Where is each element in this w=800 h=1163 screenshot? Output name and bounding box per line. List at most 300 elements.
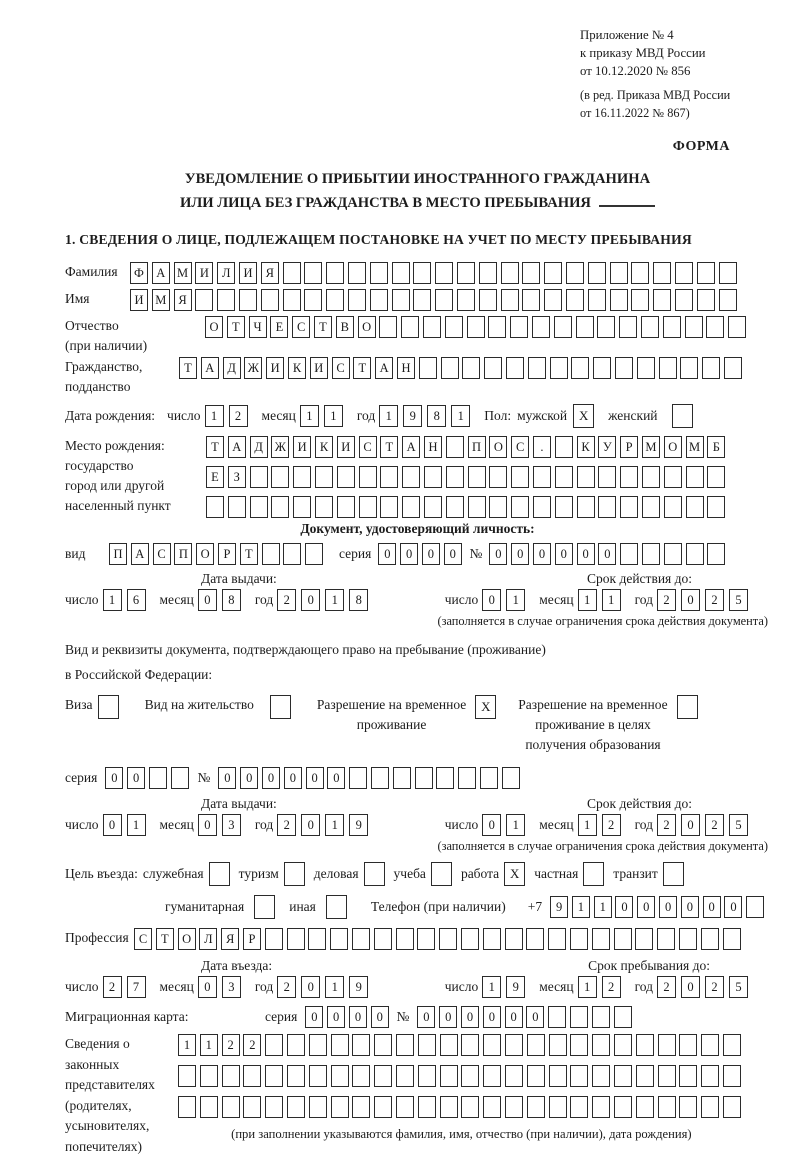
- char-cell[interactable]: [418, 1065, 436, 1087]
- char-cell[interactable]: О: [664, 436, 682, 458]
- char-cell[interactable]: [635, 928, 653, 950]
- char-cell[interactable]: [526, 928, 544, 950]
- char-cell[interactable]: [330, 928, 348, 950]
- char-cell[interactable]: [462, 357, 480, 379]
- char-cell[interactable]: [554, 316, 572, 338]
- char-cell[interactable]: 9: [349, 976, 368, 998]
- char-cell[interactable]: [570, 1034, 588, 1056]
- char-cell[interactable]: [614, 1065, 632, 1087]
- char-cell[interactable]: В: [336, 316, 354, 338]
- char-cell[interactable]: 2: [657, 814, 676, 836]
- char-cell[interactable]: Т: [206, 436, 224, 458]
- char-cell[interactable]: Ж: [271, 436, 289, 458]
- char-cell[interactable]: Н: [424, 436, 442, 458]
- char-cell[interactable]: 1: [379, 405, 398, 427]
- char-cell[interactable]: [663, 316, 681, 338]
- char-cell[interactable]: [592, 1065, 610, 1087]
- char-cell[interactable]: [686, 543, 704, 565]
- char-cell[interactable]: 0: [327, 1006, 345, 1028]
- char-cell[interactable]: [413, 262, 431, 284]
- char-cell[interactable]: 0: [681, 589, 700, 611]
- char-cell[interactable]: [577, 466, 595, 488]
- char-cell[interactable]: [374, 1096, 392, 1118]
- char-cell[interactable]: [501, 289, 519, 311]
- char-cell[interactable]: 2: [277, 976, 296, 998]
- char-cell[interactable]: [195, 289, 213, 311]
- char-cell[interactable]: [566, 262, 584, 284]
- char-cell[interactable]: [610, 262, 628, 284]
- char-cell[interactable]: [719, 289, 737, 311]
- char-cell[interactable]: И: [310, 357, 328, 379]
- char-cell[interactable]: [527, 1034, 545, 1056]
- char-cell[interactable]: [352, 928, 370, 950]
- char-cell[interactable]: [392, 289, 410, 311]
- char-cell[interactable]: [423, 316, 441, 338]
- char-cell[interactable]: О: [196, 543, 214, 565]
- purpose-work-checkbox[interactable]: X: [504, 862, 525, 886]
- char-cell[interactable]: [457, 262, 475, 284]
- char-cell[interactable]: 0: [103, 814, 122, 836]
- char-cell[interactable]: [642, 466, 660, 488]
- char-cell[interactable]: [440, 1096, 458, 1118]
- male-checkbox[interactable]: X: [573, 404, 594, 428]
- char-cell[interactable]: [265, 1065, 283, 1087]
- char-cell[interactable]: [396, 1096, 414, 1118]
- char-cell[interactable]: 0: [284, 767, 302, 789]
- char-cell[interactable]: 0: [526, 1006, 544, 1028]
- char-cell[interactable]: [511, 466, 529, 488]
- char-cell[interactable]: [424, 496, 442, 518]
- char-cell[interactable]: [549, 1096, 567, 1118]
- char-cell[interactable]: 1: [178, 1034, 196, 1056]
- char-cell[interactable]: 1: [325, 814, 344, 836]
- char-cell[interactable]: [592, 1034, 610, 1056]
- char-cell[interactable]: 6: [127, 589, 146, 611]
- char-cell[interactable]: 0: [240, 767, 258, 789]
- char-cell[interactable]: [511, 496, 529, 518]
- char-cell[interactable]: [337, 496, 355, 518]
- char-cell[interactable]: [435, 289, 453, 311]
- char-cell[interactable]: [352, 1096, 370, 1118]
- char-cell[interactable]: [439, 928, 457, 950]
- char-cell[interactable]: [707, 466, 725, 488]
- char-cell[interactable]: 0: [327, 767, 345, 789]
- char-cell[interactable]: И: [195, 262, 213, 284]
- char-cell[interactable]: 0: [305, 1006, 323, 1028]
- char-cell[interactable]: [435, 262, 453, 284]
- char-cell[interactable]: [467, 316, 485, 338]
- char-cell[interactable]: [555, 496, 573, 518]
- char-cell[interactable]: М: [642, 436, 660, 458]
- char-cell[interactable]: [679, 1034, 697, 1056]
- char-cell[interactable]: [723, 1096, 741, 1118]
- char-cell[interactable]: [701, 928, 719, 950]
- char-cell[interactable]: [468, 496, 486, 518]
- char-cell[interactable]: [374, 928, 392, 950]
- char-cell[interactable]: Я: [174, 289, 192, 311]
- char-cell[interactable]: [331, 1096, 349, 1118]
- char-cell[interactable]: [548, 1006, 566, 1028]
- char-cell[interactable]: К: [288, 357, 306, 379]
- char-cell[interactable]: [664, 543, 682, 565]
- char-cell[interactable]: [418, 1096, 436, 1118]
- char-cell[interactable]: [243, 1096, 261, 1118]
- char-cell[interactable]: [653, 262, 671, 284]
- char-cell[interactable]: П: [468, 436, 486, 458]
- char-cell[interactable]: 0: [533, 543, 551, 565]
- char-cell[interactable]: [206, 496, 224, 518]
- char-cell[interactable]: Т: [380, 436, 398, 458]
- char-cell[interactable]: [283, 262, 301, 284]
- char-cell[interactable]: 0: [301, 976, 320, 998]
- char-cell[interactable]: 1: [602, 589, 621, 611]
- char-cell[interactable]: 0: [422, 543, 440, 565]
- char-cell[interactable]: [728, 316, 746, 338]
- char-cell[interactable]: [441, 357, 459, 379]
- char-cell[interactable]: 1: [325, 976, 344, 998]
- char-cell[interactable]: Л: [199, 928, 217, 950]
- char-cell[interactable]: 2: [103, 976, 122, 998]
- char-cell[interactable]: [506, 357, 524, 379]
- char-cell[interactable]: [402, 466, 420, 488]
- char-cell[interactable]: [701, 1096, 719, 1118]
- char-cell[interactable]: [468, 466, 486, 488]
- char-cell[interactable]: [261, 289, 279, 311]
- char-cell[interactable]: З: [228, 466, 246, 488]
- char-cell[interactable]: А: [201, 357, 219, 379]
- char-cell[interactable]: П: [109, 543, 127, 565]
- char-cell[interactable]: [570, 1006, 588, 1028]
- char-cell[interactable]: 3: [222, 976, 241, 998]
- char-cell[interactable]: [533, 466, 551, 488]
- char-cell[interactable]: [308, 928, 326, 950]
- char-cell[interactable]: [555, 466, 573, 488]
- char-cell[interactable]: [392, 262, 410, 284]
- char-cell[interactable]: 0: [637, 896, 655, 918]
- char-cell[interactable]: [200, 1065, 218, 1087]
- edu-permit-checkbox[interactable]: [677, 695, 698, 719]
- char-cell[interactable]: 0: [482, 814, 501, 836]
- char-cell[interactable]: [413, 289, 431, 311]
- char-cell[interactable]: И: [266, 357, 284, 379]
- char-cell[interactable]: Ж: [244, 357, 262, 379]
- purpose-humanitarian-checkbox[interactable]: [254, 895, 275, 919]
- char-cell[interactable]: [250, 496, 268, 518]
- char-cell[interactable]: [461, 928, 479, 950]
- char-cell[interactable]: 0: [482, 589, 501, 611]
- char-cell[interactable]: [401, 316, 419, 338]
- char-cell[interactable]: [505, 1065, 523, 1087]
- char-cell[interactable]: [636, 1096, 654, 1118]
- char-cell[interactable]: [265, 928, 283, 950]
- char-cell[interactable]: Т: [353, 357, 371, 379]
- char-cell[interactable]: [588, 262, 606, 284]
- char-cell[interactable]: [304, 289, 322, 311]
- char-cell[interactable]: [239, 289, 257, 311]
- char-cell[interactable]: М: [174, 262, 192, 284]
- char-cell[interactable]: [510, 316, 528, 338]
- char-cell[interactable]: [243, 1065, 261, 1087]
- char-cell[interactable]: Р: [218, 543, 236, 565]
- char-cell[interactable]: А: [402, 436, 420, 458]
- char-cell[interactable]: [393, 767, 411, 789]
- char-cell[interactable]: [592, 1096, 610, 1118]
- char-cell[interactable]: [597, 316, 615, 338]
- char-cell[interactable]: [352, 1065, 370, 1087]
- char-cell[interactable]: Т: [314, 316, 332, 338]
- char-cell[interactable]: А: [152, 262, 170, 284]
- char-cell[interactable]: 0: [378, 543, 396, 565]
- char-cell[interactable]: 0: [483, 1006, 501, 1028]
- char-cell[interactable]: [653, 289, 671, 311]
- char-cell[interactable]: О: [178, 928, 196, 950]
- purpose-official-checkbox[interactable]: [209, 862, 230, 886]
- char-cell[interactable]: И: [337, 436, 355, 458]
- char-cell[interactable]: [549, 1034, 567, 1056]
- char-cell[interactable]: Н: [397, 357, 415, 379]
- char-cell[interactable]: [598, 466, 616, 488]
- char-cell[interactable]: [304, 262, 322, 284]
- char-cell[interactable]: [522, 289, 540, 311]
- char-cell[interactable]: [522, 262, 540, 284]
- char-cell[interactable]: 2: [229, 405, 248, 427]
- char-cell[interactable]: С: [134, 928, 152, 950]
- char-cell[interactable]: [483, 1034, 501, 1056]
- char-cell[interactable]: [293, 466, 311, 488]
- female-checkbox[interactable]: [672, 404, 693, 428]
- char-cell[interactable]: [483, 1065, 501, 1087]
- char-cell[interactable]: [636, 1065, 654, 1087]
- char-cell[interactable]: [686, 496, 704, 518]
- char-cell[interactable]: 1: [103, 589, 122, 611]
- char-cell[interactable]: [746, 896, 764, 918]
- char-cell[interactable]: [620, 543, 638, 565]
- char-cell[interactable]: [658, 1065, 676, 1087]
- char-cell[interactable]: [331, 1034, 349, 1056]
- char-cell[interactable]: [418, 1034, 436, 1056]
- char-cell[interactable]: [396, 1065, 414, 1087]
- char-cell[interactable]: [370, 262, 388, 284]
- char-cell[interactable]: К: [577, 436, 595, 458]
- char-cell[interactable]: 9: [403, 405, 422, 427]
- char-cell[interactable]: 1: [572, 896, 590, 918]
- char-cell[interactable]: [461, 1096, 479, 1118]
- char-cell[interactable]: 1: [127, 814, 146, 836]
- char-cell[interactable]: Е: [270, 316, 288, 338]
- char-cell[interactable]: [419, 357, 437, 379]
- char-cell[interactable]: [149, 767, 167, 789]
- char-cell[interactable]: [686, 466, 704, 488]
- char-cell[interactable]: [657, 928, 675, 950]
- char-cell[interactable]: [659, 357, 677, 379]
- char-cell[interactable]: 2: [277, 589, 296, 611]
- char-cell[interactable]: [489, 496, 507, 518]
- char-cell[interactable]: [679, 1096, 697, 1118]
- char-cell[interactable]: 1: [300, 405, 319, 427]
- char-cell[interactable]: И: [239, 262, 257, 284]
- char-cell[interactable]: [440, 1034, 458, 1056]
- char-cell[interactable]: [262, 543, 280, 565]
- char-cell[interactable]: 0: [439, 1006, 457, 1028]
- char-cell[interactable]: [396, 1034, 414, 1056]
- char-cell[interactable]: [664, 466, 682, 488]
- char-cell[interactable]: 5: [729, 976, 748, 998]
- char-cell[interactable]: [544, 262, 562, 284]
- char-cell[interactable]: [544, 289, 562, 311]
- char-cell[interactable]: [293, 496, 311, 518]
- char-cell[interactable]: [359, 496, 377, 518]
- char-cell[interactable]: 0: [555, 543, 573, 565]
- char-cell[interactable]: [549, 1065, 567, 1087]
- char-cell[interactable]: [592, 1006, 610, 1028]
- char-cell[interactable]: [440, 1065, 458, 1087]
- char-cell[interactable]: [359, 466, 377, 488]
- char-cell[interactable]: 0: [198, 589, 217, 611]
- char-cell[interactable]: [614, 1096, 632, 1118]
- char-cell[interactable]: [619, 316, 637, 338]
- char-cell[interactable]: 2: [705, 814, 724, 836]
- char-cell[interactable]: [457, 289, 475, 311]
- char-cell[interactable]: [402, 496, 420, 518]
- char-cell[interactable]: [702, 357, 720, 379]
- char-cell[interactable]: 0: [218, 767, 236, 789]
- char-cell[interactable]: [505, 1034, 523, 1056]
- char-cell[interactable]: [283, 289, 301, 311]
- char-cell[interactable]: 5: [729, 589, 748, 611]
- char-cell[interactable]: [675, 262, 693, 284]
- char-cell[interactable]: [326, 289, 344, 311]
- char-cell[interactable]: С: [511, 436, 529, 458]
- char-cell[interactable]: [417, 928, 435, 950]
- char-cell[interactable]: 0: [349, 1006, 367, 1028]
- char-cell[interactable]: [396, 928, 414, 950]
- char-cell[interactable]: [436, 767, 454, 789]
- char-cell[interactable]: 0: [198, 814, 217, 836]
- char-cell[interactable]: И: [130, 289, 148, 311]
- char-cell[interactable]: 1: [594, 896, 612, 918]
- char-cell[interactable]: [309, 1065, 327, 1087]
- char-cell[interactable]: 1: [578, 976, 597, 998]
- char-cell[interactable]: [576, 316, 594, 338]
- char-cell[interactable]: [620, 496, 638, 518]
- char-cell[interactable]: 2: [705, 976, 724, 998]
- char-cell[interactable]: [631, 289, 649, 311]
- char-cell[interactable]: [697, 262, 715, 284]
- char-cell[interactable]: [374, 1034, 392, 1056]
- char-cell[interactable]: [480, 767, 498, 789]
- char-cell[interactable]: [723, 1034, 741, 1056]
- char-cell[interactable]: [724, 357, 742, 379]
- char-cell[interactable]: [337, 466, 355, 488]
- char-cell[interactable]: 0: [577, 543, 595, 565]
- char-cell[interactable]: 0: [598, 543, 616, 565]
- char-cell[interactable]: 1: [506, 589, 525, 611]
- char-cell[interactable]: [719, 262, 737, 284]
- char-cell[interactable]: 1: [482, 976, 501, 998]
- char-cell[interactable]: 8: [427, 405, 446, 427]
- char-cell[interactable]: 0: [681, 896, 699, 918]
- char-cell[interactable]: [723, 928, 741, 950]
- char-cell[interactable]: [680, 357, 698, 379]
- char-cell[interactable]: Л: [217, 262, 235, 284]
- char-cell[interactable]: [446, 466, 464, 488]
- char-cell[interactable]: 0: [681, 976, 700, 998]
- char-cell[interactable]: [379, 316, 397, 338]
- char-cell[interactable]: [415, 767, 433, 789]
- char-cell[interactable]: [685, 316, 703, 338]
- char-cell[interactable]: [178, 1096, 196, 1118]
- char-cell[interactable]: 8: [222, 589, 241, 611]
- char-cell[interactable]: 0: [444, 543, 462, 565]
- char-cell[interactable]: М: [686, 436, 704, 458]
- char-cell[interactable]: [446, 436, 464, 458]
- char-cell[interactable]: А: [228, 436, 246, 458]
- char-cell[interactable]: Д: [250, 436, 268, 458]
- char-cell[interactable]: [287, 1096, 305, 1118]
- char-cell[interactable]: [707, 496, 725, 518]
- char-cell[interactable]: 5: [729, 814, 748, 836]
- char-cell[interactable]: 0: [371, 1006, 389, 1028]
- char-cell[interactable]: .: [533, 436, 551, 458]
- char-cell[interactable]: [370, 289, 388, 311]
- char-cell[interactable]: [271, 466, 289, 488]
- char-cell[interactable]: [461, 1034, 479, 1056]
- purpose-business-checkbox[interactable]: [364, 862, 385, 886]
- char-cell[interactable]: [588, 289, 606, 311]
- char-cell[interactable]: 0: [461, 1006, 479, 1028]
- char-cell[interactable]: Ч: [249, 316, 267, 338]
- char-cell[interactable]: [636, 1034, 654, 1056]
- char-cell[interactable]: 0: [724, 896, 742, 918]
- char-cell[interactable]: [309, 1034, 327, 1056]
- char-cell[interactable]: [505, 1096, 523, 1118]
- char-cell[interactable]: [502, 767, 520, 789]
- char-cell[interactable]: 2: [705, 589, 724, 611]
- char-cell[interactable]: [200, 1096, 218, 1118]
- purpose-transit-checkbox[interactable]: [663, 862, 684, 886]
- char-cell[interactable]: 0: [198, 976, 217, 998]
- purpose-study-checkbox[interactable]: [431, 862, 452, 886]
- char-cell[interactable]: [658, 1096, 676, 1118]
- char-cell[interactable]: 7: [127, 976, 146, 998]
- purpose-private-checkbox[interactable]: [583, 862, 604, 886]
- char-cell[interactable]: А: [131, 543, 149, 565]
- char-cell[interactable]: [642, 496, 660, 518]
- char-cell[interactable]: Я: [261, 262, 279, 284]
- char-cell[interactable]: 1: [324, 405, 343, 427]
- char-cell[interactable]: [461, 1065, 479, 1087]
- char-cell[interactable]: [283, 543, 301, 565]
- char-cell[interactable]: [566, 289, 584, 311]
- char-cell[interactable]: 0: [127, 767, 145, 789]
- char-cell[interactable]: [348, 289, 366, 311]
- char-cell[interactable]: С: [332, 357, 350, 379]
- char-cell[interactable]: [723, 1065, 741, 1087]
- char-cell[interactable]: [479, 289, 497, 311]
- char-cell[interactable]: 0: [615, 896, 633, 918]
- char-cell[interactable]: [315, 466, 333, 488]
- char-cell[interactable]: [701, 1065, 719, 1087]
- char-cell[interactable]: 2: [657, 976, 676, 998]
- char-cell[interactable]: [326, 262, 344, 284]
- char-cell[interactable]: Б: [707, 436, 725, 458]
- char-cell[interactable]: [374, 1065, 392, 1087]
- char-cell[interactable]: У: [598, 436, 616, 458]
- char-cell[interactable]: [548, 928, 566, 950]
- char-cell[interactable]: [315, 496, 333, 518]
- char-cell[interactable]: [371, 767, 389, 789]
- char-cell[interactable]: 0: [659, 896, 677, 918]
